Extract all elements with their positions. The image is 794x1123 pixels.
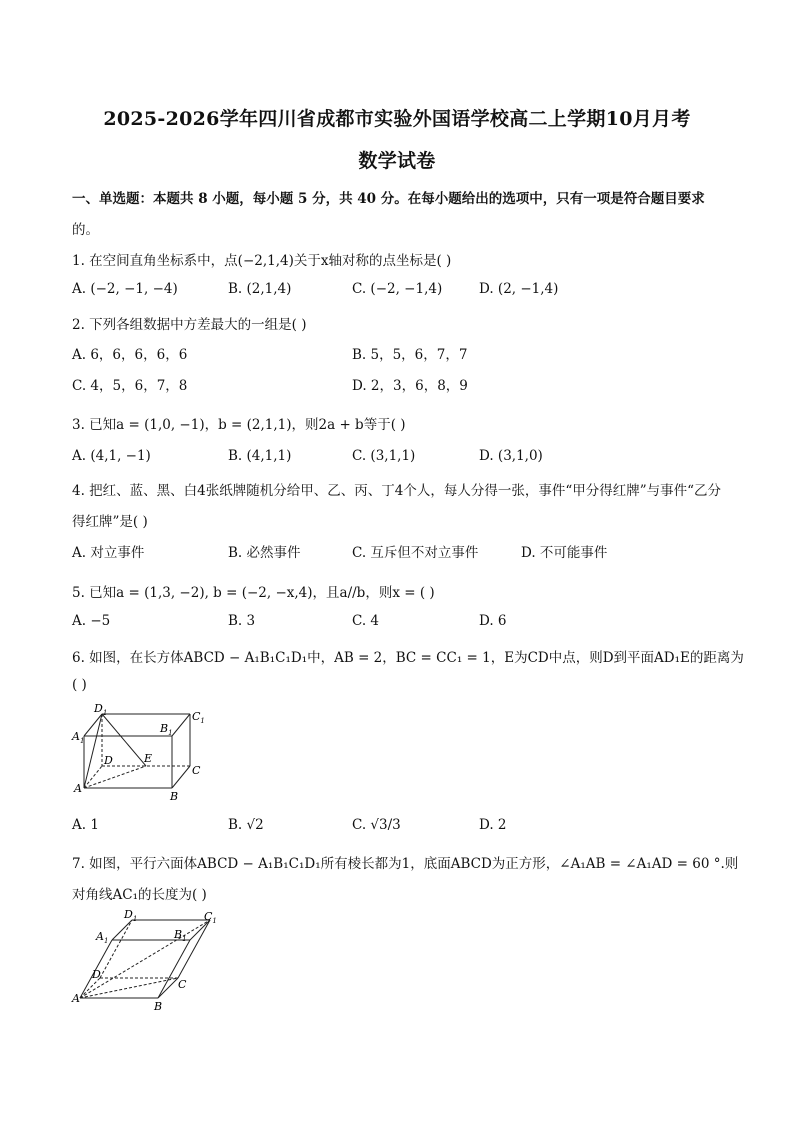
q7-parallelepiped-figure	[70, 906, 230, 1014]
exam-title: 2025-2026学年四川省成都市实验外国语学校高二上学期10月月考	[103, 108, 691, 130]
q3-stem: 3. 已知a = (1,0, −1)，b = (2,1,1)，则2a + b等于( )	[72, 417, 406, 433]
label-D1: $D_1$	[124, 908, 138, 923]
q3-option-b: B. (4,1,1)	[228, 448, 292, 464]
label-E: E	[144, 752, 153, 765]
q2-option-a: A. 6，6，6，6，6	[72, 347, 188, 363]
q1-option-b: B. (2,1,4)	[228, 281, 292, 297]
label-C: C	[178, 978, 187, 991]
q4-option-d: D. 不可能事件	[521, 545, 608, 561]
label-B: B	[170, 790, 179, 803]
q3-option-a: A. (4,1, −1)	[72, 448, 151, 464]
q2-option-d: D. 2，3，6，8，9	[352, 378, 468, 394]
q4-option-b: B. 必然事件	[228, 545, 301, 561]
label-A: A	[72, 992, 80, 1005]
q7-stem-line1: 7. 如图，平行六面体ABCD − A₁B₁C₁D₁所有棱长都为1，底面ABCD为正方形，∠A₁AB = ∠A₁AD = 60 °.则	[72, 856, 739, 872]
label-C1: $C_1$	[192, 710, 205, 725]
exam-subtitle: 数学试卷	[358, 150, 436, 172]
label-A1: $A_1$	[96, 930, 109, 945]
label-D: D	[92, 968, 101, 981]
label-A: A	[74, 782, 82, 795]
label-C1: $C_1$	[204, 910, 217, 925]
q1-option-a: A. (−2, −1, −4)	[72, 281, 178, 297]
section-instructions-line1: 一、单选题：本题共 8 小题，每小题 5 分，共 40 分。在每小题给出的选项中，只有一项是符合题目要求	[72, 191, 705, 207]
q6-option-a: A. 1	[72, 817, 99, 833]
q3-option-d: D. (3,1,0)	[479, 448, 543, 464]
q6-option-c: C. √3/3	[352, 817, 401, 833]
label-A1: $A_1$	[72, 730, 85, 745]
q5-option-c: C. 4	[352, 613, 380, 629]
section-instructions-line2: 的。	[72, 222, 99, 238]
q6-option-d: D. 2	[479, 817, 507, 833]
label-B1: $B_1$	[174, 928, 187, 943]
label-C: C	[192, 764, 201, 777]
q2-option-b: B. 5，5，6，7，7	[352, 347, 468, 363]
q2-option-c: C. 4，5，6，7，8	[72, 378, 188, 394]
q4-stem-line2: 得红牌”是( )	[72, 514, 148, 530]
q6-option-b: B. √2	[228, 817, 264, 833]
q6-cuboid-figure	[70, 700, 210, 804]
q5-option-a: A. −5	[72, 613, 111, 629]
q1-option-d: D. (2, −1,4)	[479, 281, 559, 297]
q4-stem-line1: 4. 把红、蓝、黑、白4张纸牌随机分给甲、乙、丙、丁4个人，每人分得一张，事件“甲分得红牌”与事件“乙分	[72, 483, 722, 499]
label-D: D	[104, 754, 113, 767]
q5-stem: 5. 已知a = (1,3, −2), b = (−2, −x,4)，且a//b，则x = ( )	[72, 585, 435, 601]
q6-stem-line2: ( )	[72, 677, 87, 693]
label-D1: $D_1$	[94, 702, 108, 717]
q4-option-c: C. 互斥但不对立事件	[352, 545, 479, 561]
label-B1: $B_1$	[160, 722, 173, 737]
q7-stem-line2: 对角线AC₁的长度为( )	[72, 887, 207, 903]
q5-option-b: B. 3	[228, 613, 256, 629]
q5-option-d: D. 6	[479, 613, 507, 629]
q6-stem-line1: 6. 如图，在长方体ABCD − A₁B₁C₁D₁中，AB = 2，BC = CC₁ = 1，E为CD中点，则D到平面AD₁E的距离为	[72, 650, 744, 666]
q1-stem: 1. 在空间直角坐标系中，点(−2,1,4)关于x轴对称的点坐标是( )	[72, 253, 452, 269]
q2-stem: 2. 下列各组数据中方差最大的一组是( )	[72, 317, 307, 333]
label-B: B	[154, 1000, 163, 1013]
q3-option-c: C. (3,1,1)	[352, 448, 416, 464]
q1-option-c: C. (−2, −1,4)	[352, 281, 443, 297]
q4-option-a: A. 对立事件	[72, 545, 145, 561]
